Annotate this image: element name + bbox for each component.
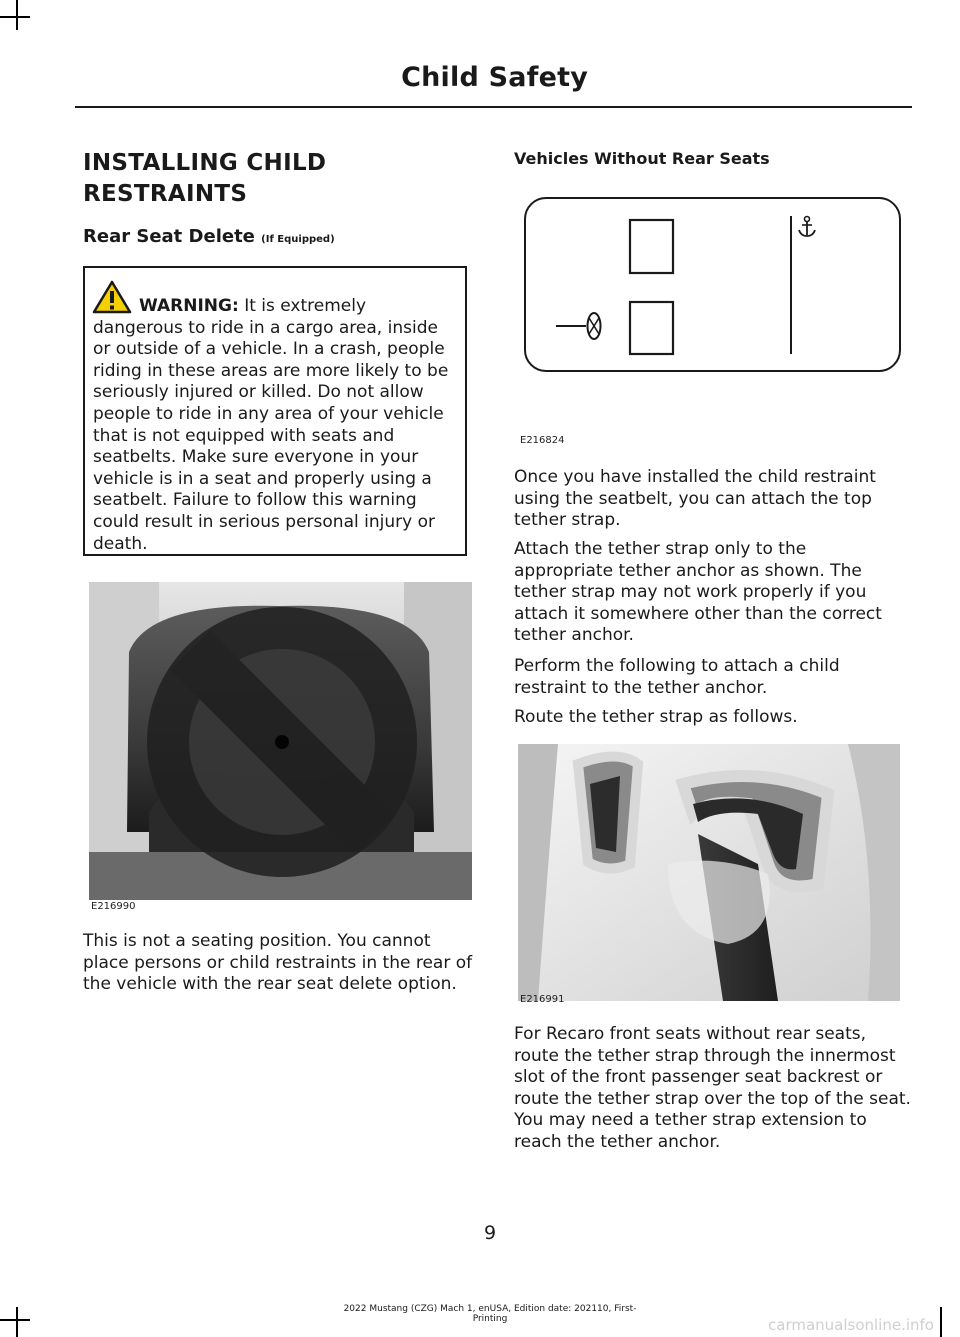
subsection-note: (If Equipped) bbox=[261, 234, 335, 245]
cargo-area-photo bbox=[89, 582, 472, 900]
rear-seat-delete-paragraph: This is not a seating position. You cannot place persons or child restraints in the rear of the vehicle with the rear seat delete option. bbox=[83, 931, 473, 995]
footer-edition: 2022 Mustang (CZG) Mach 1, enUSA, Edition date: 202110, First-Printing bbox=[343, 1304, 637, 1324]
warning-box bbox=[83, 266, 467, 556]
tether-paragraph-4: Route the tether strap as follows. bbox=[514, 707, 798, 727]
tether-paragraph-1: Once you have installed the child restraint using the seatbelt, you can attach the top tether strap. bbox=[514, 467, 876, 531]
prohibited-icon bbox=[147, 607, 417, 877]
anchor-icon bbox=[797, 215, 817, 243]
crop-mark bbox=[0, 1319, 30, 1321]
tether-paragraph-3: Perform the following to attach a child restraint to the tether anchor. bbox=[514, 656, 840, 698]
recaro-seat-photo bbox=[518, 744, 900, 1001]
header-divider bbox=[75, 106, 912, 108]
subsection-title: Rear Seat Delete bbox=[83, 226, 255, 247]
tether-paragraph-2: Attach the tether strap only to the appropriate tether anchor as shown. The tether strap may not work properly if you attach it somewhere other than the correct tether anchor. bbox=[514, 539, 882, 646]
page-header-title: Child Safety bbox=[401, 62, 588, 93]
diagram-code: E216824 bbox=[520, 435, 565, 446]
crop-mark bbox=[16, 1307, 18, 1337]
warning-label: WARNING: bbox=[139, 296, 239, 316]
figure-code: E216990 bbox=[91, 901, 136, 912]
right-section-heading: Vehicles Without Rear Seats bbox=[514, 149, 770, 168]
warning-text: It is extremely dangerous to ride in a cargo area, inside or outside of a vehicle. In a crash, people riding in these areas are more likely to be seriously injured or killed. Do not allow people to ride in any area of your vehicle that is not equipped with seats and seatbelts. Make sure everyone in your vehicle is in a seat and properly using a seatbelt. Failure to follow this warning could result in serious personal injury or death. bbox=[93, 296, 449, 554]
page-number: 9 bbox=[483, 1222, 497, 1244]
recaro-paragraph: For Recaro front seats without rear seats, route the tether strap through the innermost slot of the front passenger seat backrest or route the tether strap over the top of the seat. You may need a tether strap extension to reach the tether anchor. bbox=[514, 1024, 911, 1152]
crop-mark bbox=[940, 1307, 942, 1337]
seat-figure-code: E216991 bbox=[520, 994, 565, 1005]
subsection-heading bbox=[83, 226, 335, 247]
section-heading: INSTALLING CHILD RESTRAINTS bbox=[83, 150, 327, 207]
crop-mark bbox=[16, 0, 18, 30]
tether-anchor-diagram bbox=[524, 197, 901, 372]
crop-mark bbox=[0, 16, 30, 18]
warning-triangle-icon bbox=[92, 280, 132, 321]
watermark: carmanualsonline.info bbox=[768, 1316, 934, 1334]
